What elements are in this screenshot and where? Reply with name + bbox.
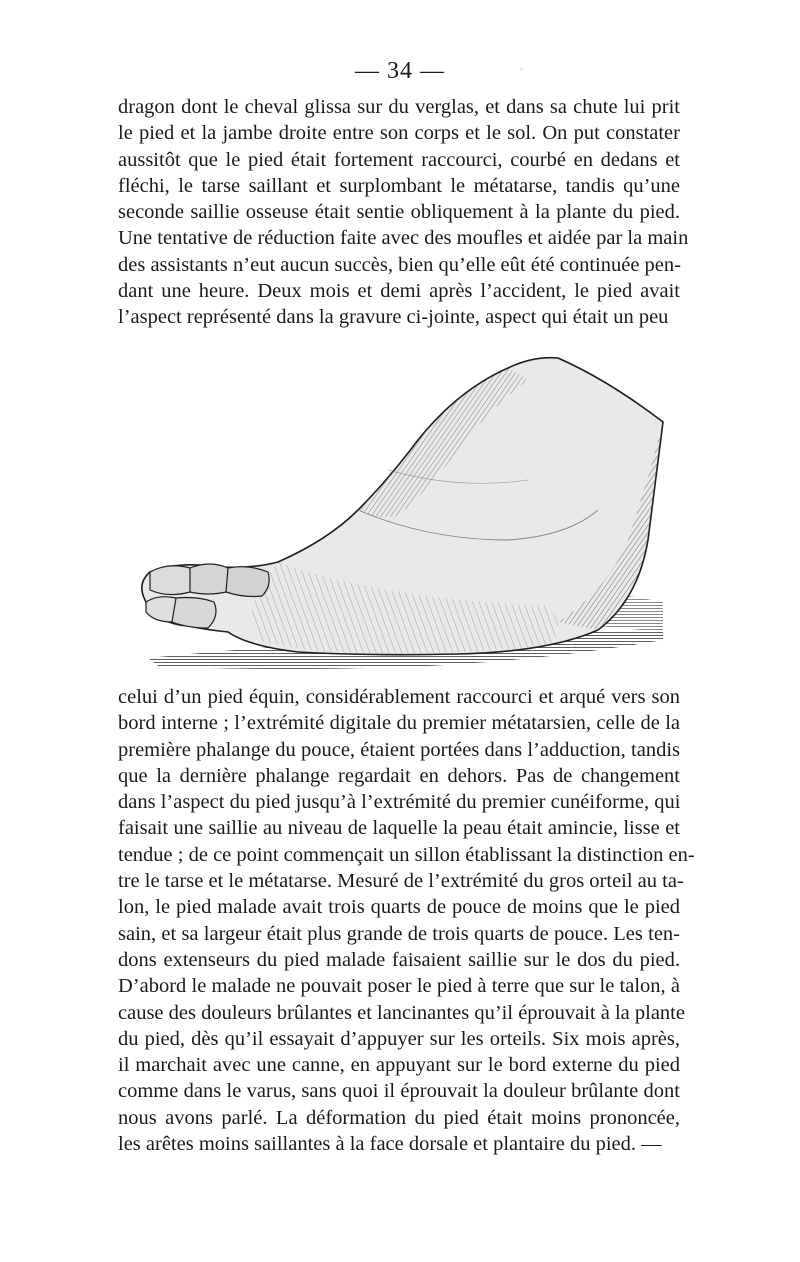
text-line: faisait une saillie au niveau de laquelle la peau était amincie, lisse et (118, 817, 680, 840)
text-line: aussitôt que le pied était fortement raccourci, courbé en dedans et (118, 148, 680, 171)
text-line: tre le tarse et le métatarse. Mesuré de l’extrémité du gros orteil au ta- (118, 870, 684, 893)
text-line: bord interne ; l’extrémité digitale du premier métatarsien, celle de la (118, 712, 680, 735)
text-line: comme dans le varus, sans quoi il éprouvait la douleur brûlante dont (118, 1080, 680, 1103)
page-number: — 34 — (355, 58, 445, 84)
text-line: D’abord le malade ne pouvait poser le pied à terre que sur le talon, à (118, 975, 680, 998)
text-block-top (118, 94, 689, 331)
text-line: fléchi, le tarse saillant et surplombant le métatarse, tandis qu’une (118, 174, 680, 197)
text-line: tendue ; de ce point commençait un sillon établissant la distinction en- (118, 843, 695, 866)
text-line: Une tentative de réduction faite avec des moufles et aidée par la main (118, 227, 689, 250)
text-line: celui d’un pied équin, considérablement raccourci et arqué vers son (118, 686, 680, 708)
text-line: première phalange du pouce, étaient portées dans l’adduction, tandis (118, 738, 680, 761)
text-line: du pied, dès qu’il essayait d’appuyer sur les orteils. Six mois après, (118, 1027, 680, 1050)
text-line: nous avons parlé. La déformation du pied était moins prononcée, (118, 1106, 680, 1129)
text-line: dans l’aspect du pied jusqu’à l’extrémité du premier cunéiforme, qui (118, 791, 681, 814)
foot-engraving (128, 340, 668, 680)
text-line: lon, le pied malade avait trois quarts de pouce de moins que le pied (118, 896, 680, 919)
text-line: dons extenseurs du pied malade faisaient saillie sur le dos du pied. (118, 948, 680, 971)
text-line: le pied et la jambe droite entre son corps et le sol. On put constater (118, 122, 680, 145)
stray-mark: · (520, 64, 523, 74)
foot-illustration-icon (128, 340, 668, 680)
text-line: sain, et sa largeur était plus grande de trois quarts de pouce. Les ten- (118, 922, 680, 945)
text-line: l’aspect représenté dans la gravure ci-jointe, aspect qui était un peu (118, 306, 669, 329)
text-line: les arêtes moins saillantes à la face dorsale et plantaire du pied. — (118, 1133, 662, 1156)
text-line: il marchait avec une canne, en appuyant sur le bord externe du pied (118, 1054, 680, 1077)
text-line: des assistants n’eut aucun succès, bien qu’elle eût été continuée pen- (118, 253, 681, 276)
text-line: que la dernière phalange regardait en dehors. Pas de changement (118, 764, 680, 787)
text-line: cause des douleurs brûlantes et lancinantes qu’il éprouvait à la plante (118, 1001, 685, 1024)
text-line: dragon dont le cheval glissa sur du verglas, et dans sa chute lui prit (118, 96, 680, 118)
text-line: dant une heure. Deux mois et demi après l’accident, le pied avait (118, 280, 680, 303)
text-line: seconde saillie osseuse était sentie obliquement à la plante du pied. (118, 201, 680, 224)
text-block-bottom (118, 684, 695, 1157)
